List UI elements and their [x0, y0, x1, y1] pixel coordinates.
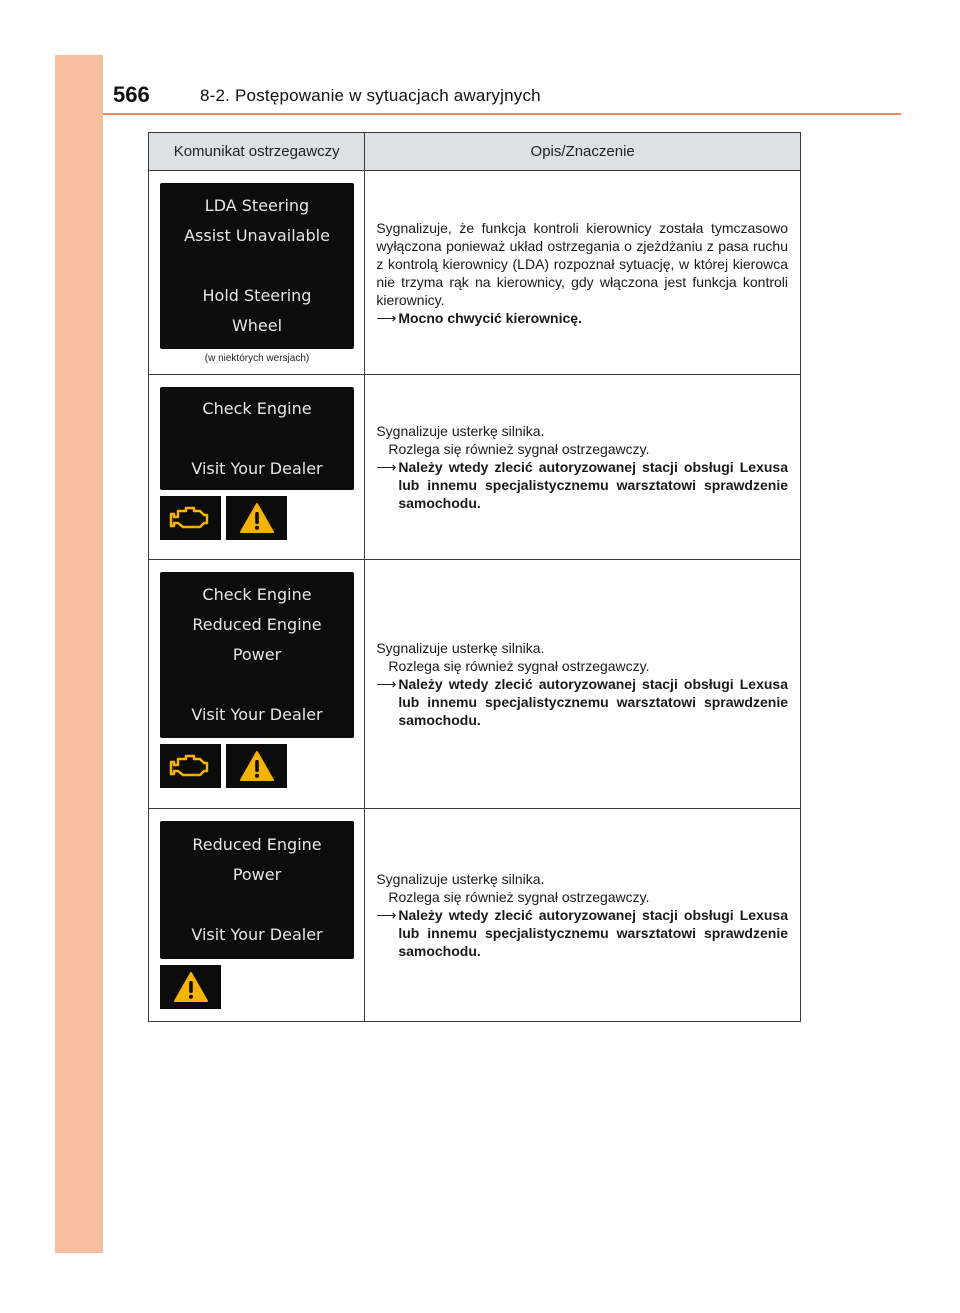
screen-line: Power — [232, 865, 282, 884]
screen-line: Reduced Engine — [192, 835, 322, 854]
sub-text: Rozlega się również sygnał ostrzegawczy. — [388, 658, 650, 674]
warning-triangle-icon — [226, 496, 287, 540]
action-line — [376, 906, 788, 960]
arrow-icon: ⟶ — [376, 907, 397, 923]
header-rule — [103, 113, 901, 115]
description-text: Sygnalizuje usterkę silnika. — [376, 640, 545, 656]
action-line — [376, 675, 788, 729]
warning-triangle-icon — [226, 744, 287, 788]
engine-icon — [160, 744, 221, 788]
engine-icon — [160, 496, 221, 540]
arrow-icon: ⟶ — [376, 459, 397, 475]
display-screen — [160, 821, 354, 959]
display-screen — [160, 572, 354, 738]
table-row — [149, 809, 801, 1022]
message-cell — [149, 171, 365, 375]
screen-line: Power — [232, 645, 282, 664]
screen-line: Visit Your Dealer — [191, 925, 323, 944]
display-screen — [160, 183, 354, 349]
message-cell — [149, 375, 365, 560]
screen-line: Hold Steering — [202, 286, 312, 305]
screen-line: Visit Your Dealer — [191, 705, 323, 724]
table-header-row — [149, 133, 801, 171]
indicator-icons — [160, 744, 364, 788]
screen-line: LDA Steering — [204, 196, 310, 215]
action-text: Mocno chwycić kierownicę. — [398, 309, 582, 326]
screen-line: Reduced Engine — [192, 615, 322, 634]
col-header-meaning: Opis/Znaczenie — [365, 133, 801, 171]
table-row — [149, 375, 801, 560]
description-cell — [365, 560, 801, 809]
description-cell — [365, 375, 801, 560]
description-cell — [365, 171, 801, 375]
action-text: Należy wtedy zlecić autoryzowanej stacji obsługi Lexusa lub innemu specjalistycznemu warsztatowi sprawdzenie samochodu. — [398, 907, 788, 959]
sub-text: Rozlega się również sygnał ostrzegawczy. — [388, 889, 650, 905]
page-number: 566 — [113, 82, 150, 107]
action-line — [376, 309, 788, 327]
warning-triangle-icon — [160, 965, 221, 1009]
version-note: (w niektórych wersjach) — [204, 353, 310, 364]
screen-line: Assist Unavailable — [184, 226, 330, 245]
arrow-icon: ⟶ — [376, 309, 397, 326]
side-strip — [55, 55, 103, 1253]
indicator-icons — [160, 496, 364, 540]
table-row — [149, 560, 801, 809]
section-title: 8-2. Postępowanie w sytuacjach awaryjnych — [200, 86, 541, 105]
indicator-icons — [160, 965, 364, 1009]
action-text: Należy wtedy zlecić autoryzowanej stacji obsługi Lexusa lub innemu specjalistycznemu warsztatowi sprawdzenie samochodu. — [398, 676, 788, 728]
arrow-icon: ⟶ — [376, 676, 397, 692]
display-screen — [160, 387, 354, 490]
action-text: Należy wtedy zlecić autoryzowanej stacji obsługi Lexusa lub innemu specjalistycznemu warsztatowi sprawdzenie samochodu. — [398, 459, 788, 511]
table-row — [149, 171, 801, 375]
description-text: Sygnalizuje, że funkcja kontroli kierownicy została tymczasowo wyłączona ponieważ układ ostrzegania o zjeżdżaniu z pasa ruchu z kontrolą kierownicy (LDA) rozpoznał sytuację, w której kierowca nie trzyma rąk na kierownicy, gdy włączona jest funkcja kontroli kierownicy. — [376, 219, 788, 308]
screen-line: Visit Your Dealer — [191, 458, 323, 478]
screen-line: Check Engine — [202, 398, 312, 418]
message-cell — [149, 809, 365, 1022]
screen-line: Wheel — [231, 316, 283, 335]
description-text: Sygnalizuje usterkę silnika. — [376, 871, 545, 887]
col-header-message: Komunikat ostrzegawczy — [149, 133, 365, 171]
screen-line: Check Engine — [202, 585, 312, 604]
description-cell — [365, 809, 801, 1022]
description-text: Sygnalizuje usterkę silnika. — [376, 423, 545, 439]
action-line — [376, 458, 788, 512]
message-cell — [149, 560, 365, 809]
warning-table — [148, 132, 801, 1022]
sub-text: Rozlega się również sygnał ostrzegawczy. — [388, 441, 650, 457]
